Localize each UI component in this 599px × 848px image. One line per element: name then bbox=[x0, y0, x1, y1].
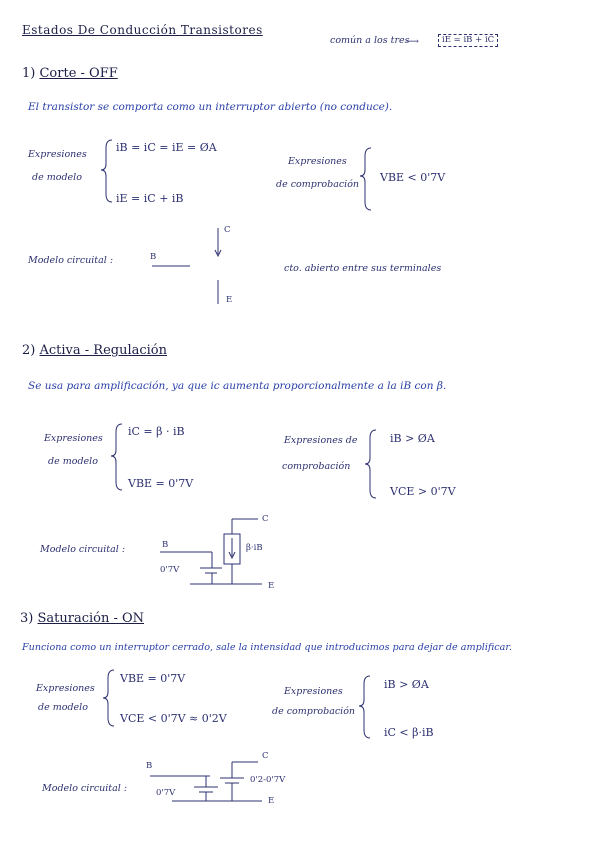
arrow-icon: ⟶ bbox=[406, 37, 419, 47]
s1-terminal-b: B bbox=[150, 252, 157, 262]
s1-check-label-2: de comprobación bbox=[276, 179, 360, 190]
s3-model-eq-1: VBE = 0'7V bbox=[120, 672, 186, 685]
boxed-equation: iE = iB + iC bbox=[438, 34, 498, 47]
s3-check-label-2: de comprobación bbox=[272, 706, 356, 717]
s3-check-brace bbox=[359, 676, 370, 738]
s1-check-label-1: Expresiones bbox=[288, 156, 347, 167]
s2-model-eq-1: iC = β · iB bbox=[128, 425, 185, 438]
s2-check-label-2: comprobación bbox=[282, 461, 351, 472]
s3-terminal-e: E bbox=[268, 796, 275, 806]
s1-model-label-1: Expresiones bbox=[28, 149, 87, 160]
s3-check-eq-1: iB > ØA bbox=[384, 678, 429, 691]
section-3-description: Funciona como un interruptor cerrado, sale la intensidad que introducimos para dejar de amplificar. bbox=[22, 642, 512, 653]
s2-model-label-2: de modelo bbox=[48, 456, 98, 467]
common-note: común a los tres bbox=[330, 35, 410, 46]
s2-check-label-1: Expresiones de bbox=[284, 435, 358, 446]
s3-source-value-ce: 0'2-0'7V bbox=[250, 775, 286, 785]
s2-check-brace bbox=[365, 430, 376, 498]
s2-terminal-e: E bbox=[268, 581, 275, 591]
s1-model-label-2: de modelo bbox=[32, 172, 82, 183]
s3-model-label-1: Expresiones bbox=[36, 683, 95, 694]
s3-check-eq-2: iC < β·iB bbox=[384, 726, 434, 739]
section-2-number: 2) bbox=[22, 343, 36, 358]
page-title: Estados De Conducción Transistores bbox=[22, 23, 263, 37]
s2-terminal-b: B bbox=[162, 540, 169, 550]
s2-check-eq-2: VCE > 0'7V bbox=[390, 485, 456, 498]
s2-current-source-label: β·iB bbox=[246, 543, 263, 553]
s3-model-brace bbox=[103, 670, 114, 726]
s1-model-eq-2: iE = iC + iB bbox=[116, 192, 184, 205]
s3-terminal-c: C bbox=[262, 751, 269, 761]
s2-source-value: 0'7V bbox=[160, 565, 180, 575]
s3-circuit-label: Modelo circuital : bbox=[42, 783, 128, 794]
s2-model-label-1: Expresiones bbox=[44, 433, 103, 444]
section-1-description: El transistor se comporta como un interruptor abierto (no conduce). bbox=[28, 101, 393, 113]
s1-terminal-c: C bbox=[224, 225, 231, 235]
s2-circuit-label: Modelo circuital : bbox=[40, 544, 126, 555]
s1-model-brace bbox=[101, 140, 112, 202]
s2-model-eq-2: VBE = 0'7V bbox=[128, 477, 194, 490]
s1-check-eq-1: VBE < 0'7V bbox=[380, 171, 446, 184]
s3-source-value: 0'7V bbox=[156, 788, 176, 798]
s1-model-eq-1: iB = iC = iE = ØA bbox=[116, 141, 217, 154]
s2-model-brace bbox=[111, 424, 122, 490]
section-3-number: 3) bbox=[20, 611, 34, 626]
section-1-number: 1) bbox=[22, 66, 36, 81]
s2-terminal-c: C bbox=[262, 514, 269, 524]
s1-check-brace bbox=[360, 148, 371, 210]
s1-circuit-label: Modelo circuital : bbox=[28, 255, 114, 266]
section-2-title: Activa - Regulación bbox=[39, 343, 168, 358]
s1-terminal-e: E bbox=[226, 295, 233, 305]
s3-model-label-2: de modelo bbox=[38, 702, 88, 713]
s1-circuit-note: cto. abierto entre sus terminales bbox=[284, 263, 442, 274]
s3-check-label-1: Expresiones bbox=[284, 686, 343, 697]
s3-model-eq-2: VCE < 0'7V ≈ 0'2V bbox=[120, 712, 227, 725]
section-2-description: Se usa para amplificación, ya que ic aumenta proporcionalmente a la iB con β. bbox=[28, 380, 447, 392]
s2-check-eq-1: iB > ØA bbox=[390, 432, 435, 445]
section-1-title: Corte - OFF bbox=[39, 66, 118, 81]
section-3-title: Saturación - ON bbox=[37, 611, 145, 626]
s3-terminal-b: B bbox=[146, 761, 153, 771]
